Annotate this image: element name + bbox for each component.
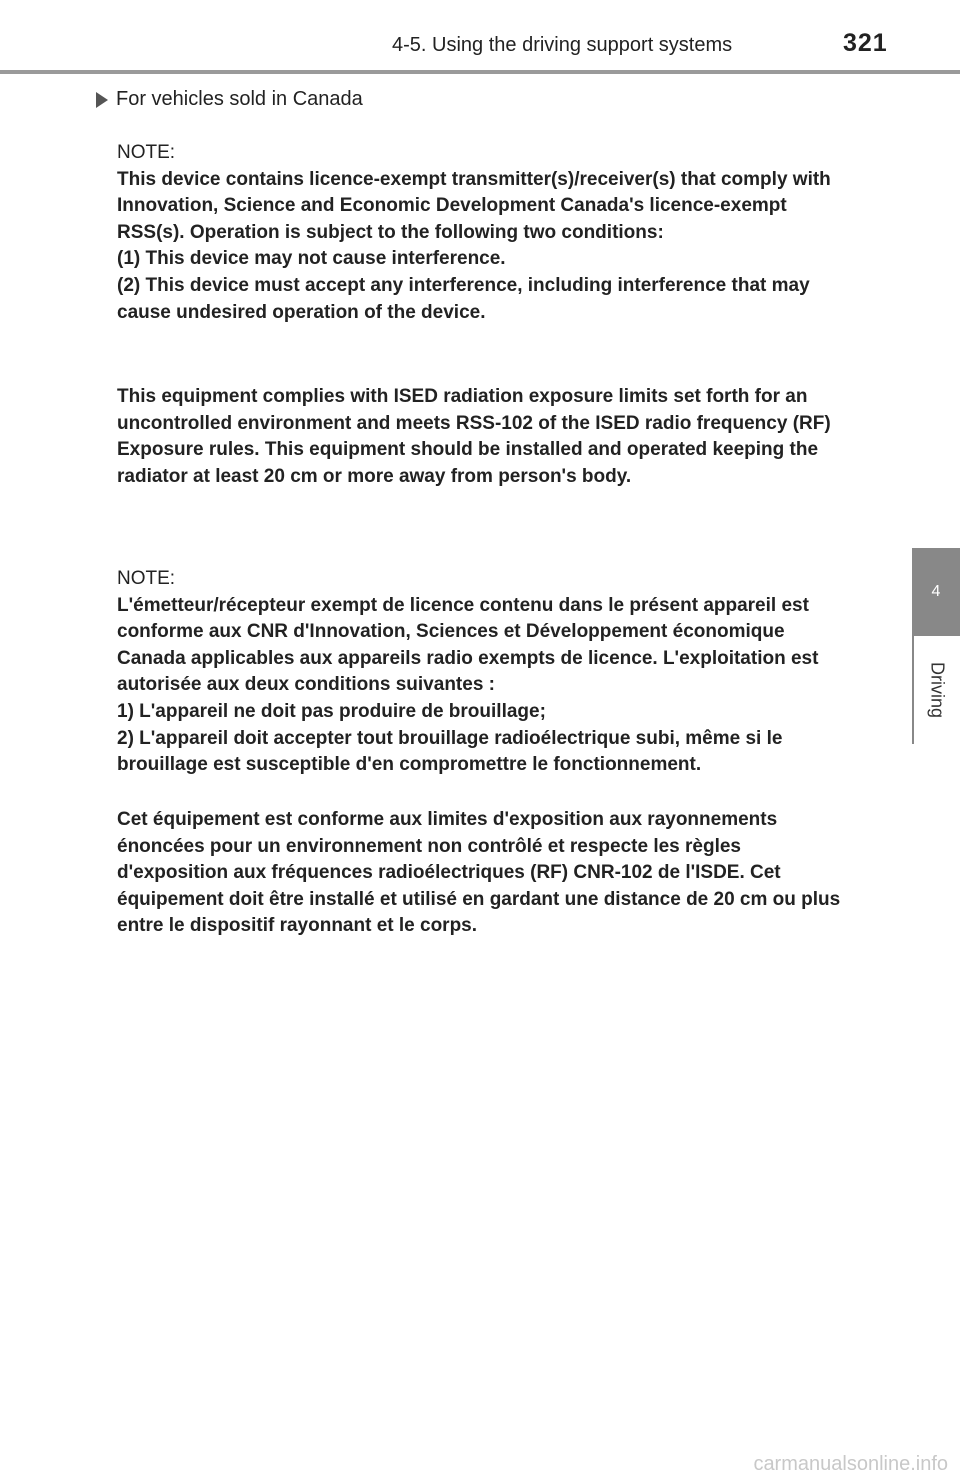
region-heading [96, 88, 363, 111]
notice-fr-condition2: 2) L'appareil doit accepter tout brouillage radioélectrique subi, même si le brouillage est susceptible d'en compromettre le fonctionnement. [117, 727, 783, 776]
notice-fr-condition1: 1) L'appareil ne doit pas produire de brouillage; [117, 700, 546, 722]
region-heading-text: For vehicles sold in Canada [116, 88, 363, 110]
chapter-tab-number: 4 [912, 548, 960, 636]
triangle-bullet-icon [96, 92, 108, 108]
notice-en-label: NOTE: [117, 142, 176, 163]
notice-en-paragraph2: This equipment complies with ISED radiation exposure limits set forth for an uncontrolled environment and meets RSS-102 of the ISED radio frequency (RF) Exposure rules. This equipment should be installed and operated keeping the radiator at least 20 cm or more away from person's body. [117, 386, 831, 487]
page-header [0, 0, 960, 76]
notice-en-conditions [117, 140, 857, 326]
header-divider [0, 70, 960, 74]
notice-en-condition2: (2) This device must accept any interference, including interference that may cause undesired operation of the device. [117, 274, 810, 323]
notice-fr-conditions [117, 566, 857, 779]
notice-fr-label: NOTE: [117, 568, 176, 589]
notice-en-condition1: (1) This device may not cause interference. [117, 248, 506, 270]
watermark: carmanualsonline.info [753, 1453, 948, 1475]
notice-fr-paragraph2: Cet équipement est conforme aux limites d'exposition aux rayonnements énoncées pour un environnement non contrôlé et respecte les règles d'exposition aux fréquences radioélectriques (RF) CNR-102 de l'ISDE. Cet équipement doit être installé et utilisé en gardant une distance de 20 cm ou plus entre le dispositif rayonnant et le corps. [117, 809, 841, 937]
page-number: 321 [843, 29, 888, 57]
notice-fr-paragraph1: L'émetteur/récepteur exempt de licence contenu dans le présent appareil est conforme aux CNR d'Innovation, Sciences et Développement économique Canada applicables aux appareils radio exempts de licence. L'exploitation est autorisée aux deux conditions suivantes : [117, 594, 819, 696]
notice-en-paragraph1: This device contains licence-exempt transmitter(s)/receiver(s) that comply with Innovation, Science and Economic Development Canada's licence-exempt RSS(s). Operation is subject to the following two conditions: [117, 168, 831, 243]
chapter-tab-label [912, 636, 960, 744]
section-title: 4-5. Using the driving support systems [392, 34, 733, 56]
notice-en-exposure [117, 384, 857, 490]
notice-fr-exposure [117, 807, 857, 940]
chapter-tab-text: Driving [927, 661, 948, 719]
